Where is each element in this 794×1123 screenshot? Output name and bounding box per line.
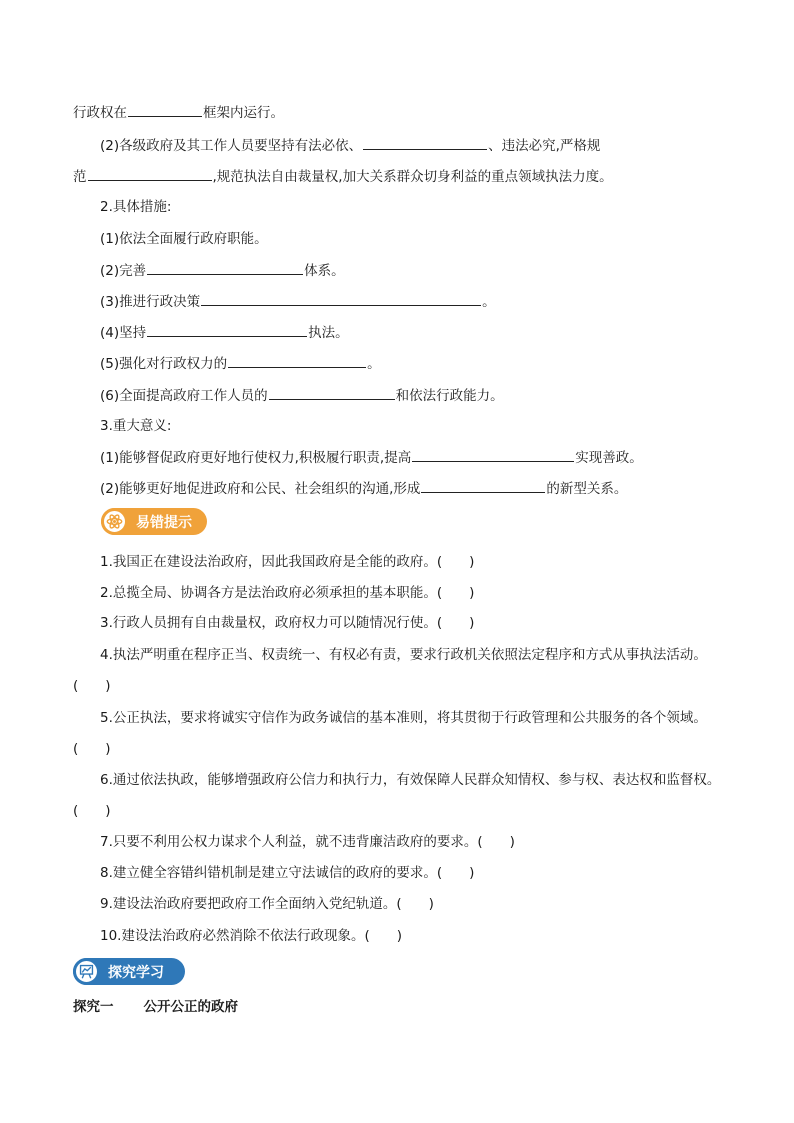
text: 实现善政。 [575, 450, 643, 466]
error-item-6: 6.通过依法执政，能够增强政府公信力和执行力，有效保障人民群众知情权、参与权、表达权和监督权。 [100, 772, 721, 788]
text: 执法。 [308, 325, 349, 341]
error-item-4: 4.执法严明重在程序正当、权责统一、有权必有责，要求行政机关依照法定程序和方式从事执法活动。 [100, 647, 707, 663]
error-item-10: 10.建设法治政府必然消除不依法行政现象。( ) [100, 928, 403, 944]
fill-line-9 [100, 353, 381, 374]
error-item-6-answer[interactable]: ( ) [73, 803, 111, 819]
fill-line-3 [73, 166, 613, 187]
answer-blank[interactable] [421, 478, 545, 493]
fill-line-11: 3.重大意义: [100, 418, 172, 434]
text: (2)能够更好地促进政府和公民、社会组织的沟通,形成 [100, 481, 421, 497]
error-item-9: 9.建设法治政府要把政府工作全面纳入党纪轨道。( ) [100, 896, 434, 912]
text: 。 [367, 356, 381, 372]
answer-blank[interactable] [88, 166, 212, 181]
answer-blank[interactable] [128, 102, 202, 117]
text: 框架内运行。 [203, 105, 284, 121]
text: 和依法行政能力。 [395, 388, 504, 404]
fill-line-5: (1)依法全面履行政府职能。 [100, 231, 268, 247]
text: ,规范执法自由裁量权,加大关系群众切身利益的重点领域执法力度。 [212, 169, 613, 185]
error-item-3: 3.行政人员拥有自由裁量权，政府权力可以随情况行使。( ) [100, 615, 475, 631]
fill-line-7 [100, 291, 496, 312]
text: (6)全面提高政府工作人员的 [100, 388, 268, 404]
answer-blank[interactable] [228, 353, 366, 368]
text: (3)推进行政决策 [100, 294, 201, 310]
error-item-8: 8.建立健全容错纠错机制是建立守法诚信的政府的要求。( ) [100, 865, 475, 881]
text: (2)各级政府及其工作人员要坚持有法必依、 [100, 138, 363, 154]
explore-1-label: 探究一 [73, 999, 114, 1015]
fill-line-6 [100, 260, 345, 281]
answer-blank[interactable] [363, 135, 487, 150]
atom-icon [101, 508, 128, 535]
explore-1-heading [73, 997, 238, 1017]
text: 的新型关系。 [546, 481, 628, 497]
fill-line-4: 2.具体措施: [100, 199, 172, 215]
section-title-errors: 易错提示 [136, 514, 192, 531]
error-item-5: 5.公正执法，要求将诚实守信作为政务诚信的基本准则，将其贯彻于行政管理和公共服务的各个领域。 [100, 710, 707, 726]
fill-line-1 [73, 102, 284, 123]
error-item-4-answer[interactable]: ( ) [73, 678, 111, 694]
fill-line-2 [100, 135, 600, 156]
answer-blank[interactable] [201, 291, 481, 306]
answer-blank[interactable] [412, 447, 574, 462]
error-item-5-answer[interactable]: ( ) [73, 741, 111, 757]
section-title-explore: 探究学习 [108, 964, 164, 981]
text: 体系。 [304, 263, 345, 279]
text: (4)坚持 [100, 325, 147, 341]
section-badge-explore [73, 958, 185, 985]
text: 范 [73, 169, 87, 185]
answer-blank[interactable] [269, 385, 395, 400]
fill-line-10 [100, 385, 504, 406]
chart-board-icon [73, 958, 100, 985]
fill-line-8 [100, 322, 349, 343]
text: (1)能够督促政府更好地行使权力,积极履行职责,提高 [100, 450, 412, 466]
text: 。 [482, 294, 496, 310]
fill-line-13 [100, 478, 627, 499]
error-item-7: 7.只要不利用公权力谋求个人利益，就不违背廉洁政府的要求。( ) [100, 834, 515, 850]
text: 、违法必究,严格规 [488, 138, 601, 154]
text: (5)强化对行政权力的 [100, 356, 228, 372]
answer-blank[interactable] [147, 322, 307, 337]
section-badge-errors [101, 508, 207, 535]
answer-blank[interactable] [147, 260, 303, 275]
text: 行政权在 [73, 105, 127, 121]
error-item-2: 2.总揽全局、协调各方是法治政府必须承担的基本职能。( ) [100, 585, 475, 601]
explore-1-title: 公开公正的政府 [143, 999, 238, 1015]
fill-line-12 [100, 447, 643, 468]
text: (2)完善 [100, 263, 147, 279]
error-item-1: 1.我国正在建设法治政府，因此我国政府是全能的政府。( ) [100, 554, 475, 570]
